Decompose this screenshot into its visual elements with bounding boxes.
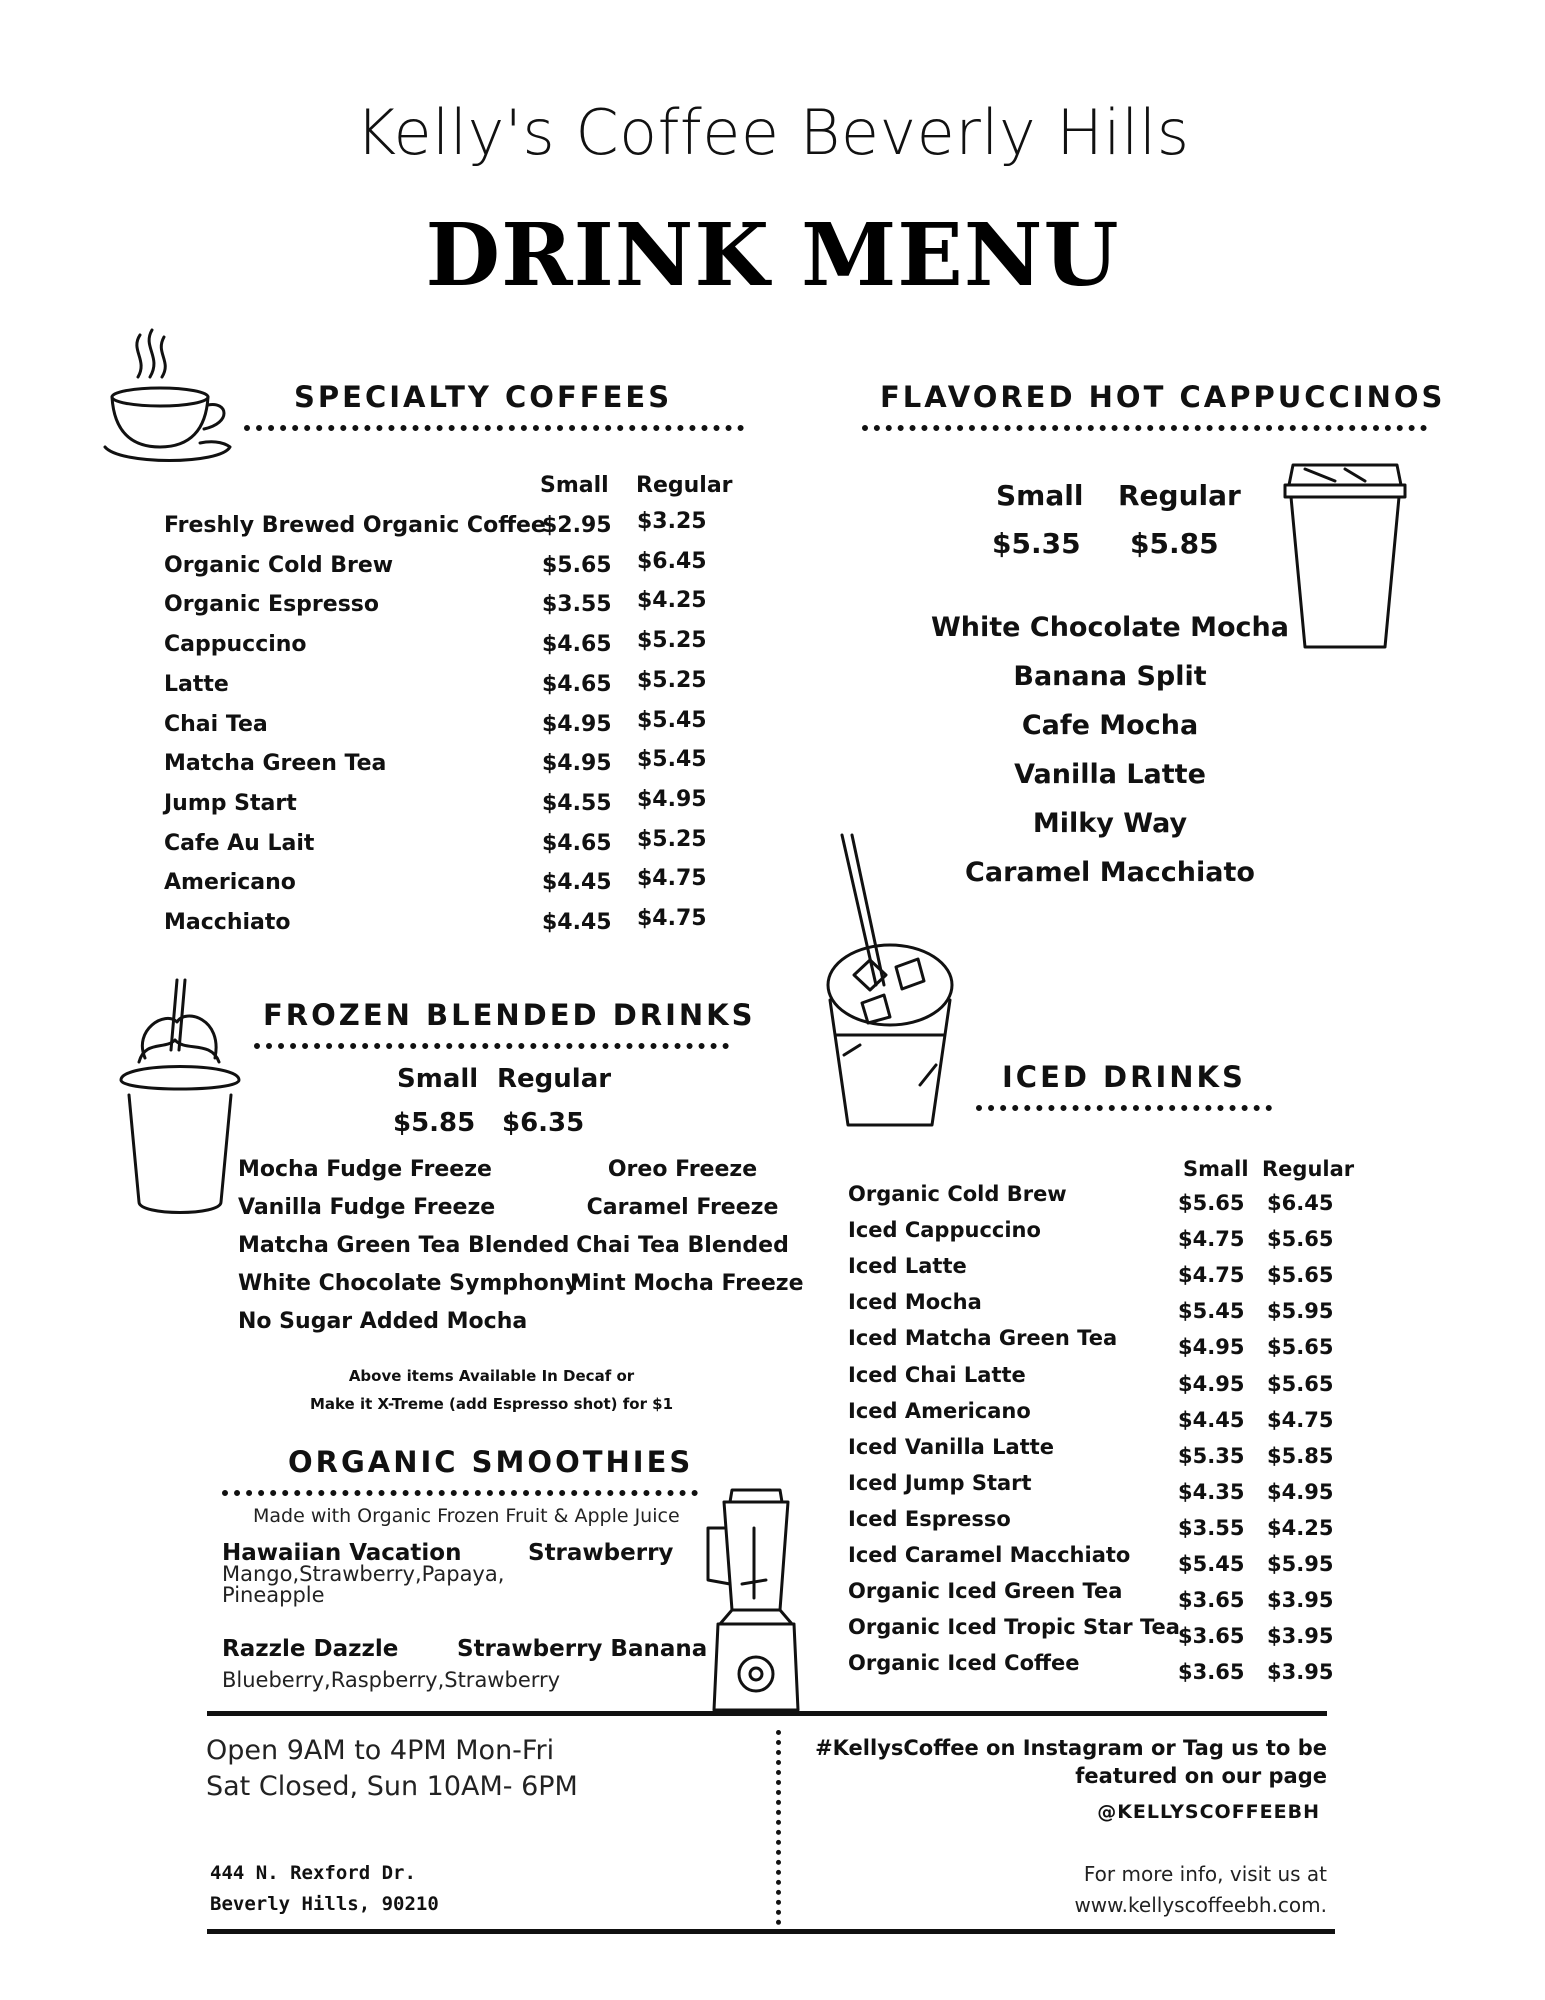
cappuccino-flavor-item: Banana Split bbox=[1013, 661, 1207, 692]
frozen-note-line1: Above items Available In Decaf or bbox=[348, 1367, 635, 1385]
iced-price-regular: $5.65 bbox=[1267, 1263, 1334, 1288]
frozen-item: Vanilla Fudge Freeze bbox=[238, 1195, 496, 1220]
iced-item-name: Organic Iced Coffee bbox=[848, 1651, 1080, 1676]
iced-item-name: Iced Vanilla Latte bbox=[848, 1434, 1055, 1459]
smoothies-divider bbox=[222, 1490, 698, 1496]
iced-item-name: Iced Jump Start bbox=[848, 1470, 1032, 1495]
iced-item-name: Iced Cappuccino bbox=[848, 1218, 1041, 1243]
specialty-price-regular: $6.45 bbox=[637, 548, 707, 574]
frozen-drink-icon bbox=[115, 970, 245, 1220]
cappuccino-flavor-item: Cafe Mocha bbox=[1021, 710, 1199, 741]
specialty-price-small: $4.45 bbox=[542, 870, 612, 896]
iced-price-small: $4.95 bbox=[1178, 1371, 1245, 1396]
frozen-item: Mint Mocha Freeze bbox=[570, 1271, 804, 1296]
social-line-2: featured on our page bbox=[1075, 1764, 1327, 1788]
specialty-price-regular: $4.95 bbox=[637, 786, 707, 812]
frozen-item: White Chocolate Symphony bbox=[238, 1271, 579, 1296]
cappuccinos-divider bbox=[862, 425, 1427, 431]
specialty-item-name: Cafe Au Lait bbox=[164, 830, 315, 856]
frozen-price-regular: $6.35 bbox=[502, 1108, 585, 1138]
frozen-divider bbox=[254, 1043, 729, 1049]
specialty-item-name: Macchiato bbox=[164, 910, 291, 935]
iced-col-regular: Regular bbox=[1262, 1157, 1355, 1181]
specialty-price-regular: $4.75 bbox=[637, 906, 707, 931]
specialty-price-regular: $5.25 bbox=[637, 667, 707, 693]
specialty-price-regular: $5.45 bbox=[637, 747, 707, 773]
specialty-item-name: Chai Tea bbox=[164, 711, 268, 737]
specialty-price-small: $4.65 bbox=[542, 632, 612, 658]
iced-item-name: Iced Caramel Macchiato bbox=[848, 1543, 1131, 1567]
iced-price-regular: $5.95 bbox=[1267, 1552, 1334, 1576]
iced-col-small: Small bbox=[1183, 1157, 1249, 1181]
specialty-price-small: $4.65 bbox=[542, 830, 612, 856]
specialty-price-regular: $4.25 bbox=[637, 588, 707, 614]
specialty-price-regular: $3.25 bbox=[637, 509, 707, 534]
smoothie-strawberry-banana: Strawberry Banana bbox=[457, 1636, 708, 1662]
footer-bottom-rule bbox=[207, 1929, 1335, 1934]
smoothie-razzle-dazzle: Razzle Dazzle bbox=[222, 1636, 399, 1662]
menu-heading: DRINK MENU bbox=[425, 205, 1120, 306]
cappuccino-price-small: $5.35 bbox=[992, 527, 1081, 560]
iced-price-small: $4.75 bbox=[1178, 1263, 1245, 1288]
frozen-item: Chai Tea Blended bbox=[576, 1233, 789, 1258]
smoothie-hawaiian-desc-1: Mango,Strawberry,Papaya, bbox=[222, 1562, 505, 1586]
hours-line-1: Open 9AM to 4PM Mon-Fri bbox=[206, 1735, 555, 1766]
iced-item-name: Iced Americano bbox=[848, 1398, 1031, 1423]
specialty-item-name: Organic Espresso bbox=[164, 592, 379, 618]
iced-price-regular: $3.95 bbox=[1267, 1588, 1334, 1613]
info-line-1: For more info, visit us at bbox=[1083, 1862, 1327, 1886]
website-link[interactable]: www.kellyscoffeebh.com. bbox=[1074, 1893, 1327, 1917]
cappuccino-col-small: Small bbox=[996, 479, 1084, 512]
specialty-item-name: Jump Start bbox=[164, 790, 297, 816]
specialty-price-small: $2.95 bbox=[542, 513, 612, 538]
blender-icon bbox=[702, 1488, 810, 1714]
smoothies-heading: ORGANIC SMOOTHIES bbox=[288, 1445, 694, 1479]
cappuccino-flavor-item: Milky Way bbox=[1032, 808, 1188, 839]
iced-price-regular: $4.95 bbox=[1267, 1479, 1334, 1504]
page-title: Kelly's Coffee Beverly Hills bbox=[355, 96, 1190, 169]
social-line-1: #KellysCoffee on Instagram or Tag us to be bbox=[815, 1736, 1327, 1760]
smoothie-razzle-desc: Blueberry,Raspberry,Strawberry bbox=[222, 1668, 561, 1692]
specialty-price-small: $3.55 bbox=[542, 592, 612, 618]
specialty-item-name: Cappuccino bbox=[164, 632, 307, 658]
iced-price-small: $3.65 bbox=[1178, 1588, 1245, 1613]
frozen-item: Mocha Fudge Freeze bbox=[238, 1157, 492, 1182]
frozen-note-line2: Make it X-Treme (add Espresso shot) for $1 bbox=[309, 1395, 674, 1413]
iced-price-small: $5.45 bbox=[1178, 1299, 1245, 1324]
iced-price-small: $4.45 bbox=[1178, 1407, 1245, 1432]
specialty-item-name: Matcha Green Tea bbox=[164, 751, 387, 777]
iced-price-regular: $5.65 bbox=[1267, 1227, 1334, 1252]
specialty-item-name: Freshly Brewed Organic Coffee bbox=[164, 513, 546, 538]
cappuccino-col-regular: Regular bbox=[1118, 479, 1241, 512]
specialty-price-regular: $4.75 bbox=[637, 866, 707, 892]
cappuccino-flavor-item: Caramel Macchiato bbox=[965, 857, 1255, 888]
specialty-price-small: $4.65 bbox=[542, 671, 612, 697]
frozen-item: Oreo Freeze bbox=[607, 1157, 758, 1182]
iced-price-regular: $5.65 bbox=[1267, 1371, 1334, 1396]
specialty-item-name: Americano bbox=[164, 870, 296, 896]
iced-price-small: $3.55 bbox=[1178, 1515, 1245, 1540]
iced-price-regular: $4.75 bbox=[1267, 1407, 1334, 1432]
smoothies-tagline: Made with Organic Frozen Fruit & Apple Juice bbox=[253, 1505, 680, 1527]
specialty-col-small: Small bbox=[540, 473, 609, 498]
iced-price-regular: $5.85 bbox=[1267, 1443, 1334, 1468]
specialty-col-regular: Regular bbox=[636, 473, 733, 498]
specialty-price-regular: $5.45 bbox=[637, 707, 707, 733]
frozen-price-small: $5.85 bbox=[393, 1108, 476, 1138]
cappuccino-flavor-item: Vanilla Latte bbox=[1014, 759, 1206, 790]
cappuccinos-heading: FLAVORED HOT CAPPUCCINOS bbox=[880, 380, 1446, 414]
cappuccino-price-regular: $5.85 bbox=[1130, 527, 1219, 560]
smoothie-strawberry: Strawberry bbox=[528, 1540, 674, 1566]
specialty-price-regular: $5.25 bbox=[637, 826, 707, 852]
iced-item-name: Organic Iced Tropic Star Tea bbox=[848, 1615, 1180, 1640]
iced-item-name: Iced Chai Latte bbox=[848, 1362, 1026, 1387]
iced-price-small: $3.65 bbox=[1178, 1660, 1245, 1685]
specialty-price-regular: $5.25 bbox=[637, 628, 707, 654]
iced-price-small: $4.35 bbox=[1178, 1479, 1245, 1504]
iced-price-regular: $6.45 bbox=[1267, 1191, 1334, 1215]
iced-item-name: Iced Espresso bbox=[848, 1506, 1011, 1531]
frozen-item: Caramel Freeze bbox=[586, 1195, 779, 1220]
specialty-item-name: Latte bbox=[164, 671, 229, 697]
iced-item-name: Iced Latte bbox=[848, 1254, 967, 1279]
specialty-coffees-heading: SPECIALTY COFFEES bbox=[294, 380, 673, 414]
specialty-item-name: Organic Cold Brew bbox=[164, 552, 394, 578]
specialty-divider bbox=[244, 425, 744, 431]
iced-price-regular: $3.95 bbox=[1267, 1660, 1334, 1685]
iced-item-name: Organic Cold Brew bbox=[848, 1182, 1067, 1206]
specialty-price-small: $4.55 bbox=[542, 790, 612, 816]
iced-price-small: $5.35 bbox=[1178, 1443, 1245, 1468]
hours-line-2: Sat Closed, Sun 10AM- 6PM bbox=[206, 1771, 578, 1802]
hot-coffee-cup-icon bbox=[100, 325, 240, 465]
frozen-col-regular: Regular bbox=[497, 1064, 612, 1094]
iced-item-name: Organic Iced Green Tea bbox=[848, 1579, 1123, 1604]
iced-price-regular: $4.25 bbox=[1267, 1515, 1334, 1540]
footer-top-rule bbox=[207, 1711, 1327, 1716]
smoothie-hawaiian-vacation: Hawaiian Vacation bbox=[222, 1540, 462, 1566]
frozen-item: No Sugar Added Mocha bbox=[238, 1309, 528, 1334]
iced-price-regular: $5.65 bbox=[1267, 1335, 1334, 1360]
smoothie-hawaiian-desc-2: Pineapple bbox=[222, 1583, 325, 1607]
takeaway-cup-icon bbox=[1275, 455, 1415, 655]
address-line-1: 444 N. Rexford Dr. bbox=[210, 1862, 416, 1884]
iced-price-small: $5.45 bbox=[1178, 1552, 1245, 1576]
frozen-item: Matcha Green Tea Blended bbox=[238, 1233, 570, 1258]
iced-divider bbox=[976, 1105, 1272, 1111]
iced-price-small: $4.95 bbox=[1178, 1335, 1245, 1360]
iced-price-regular: $3.95 bbox=[1267, 1624, 1334, 1649]
instagram-handle[interactable]: @KELLYSCOFFEEBH bbox=[1097, 1801, 1320, 1823]
specialty-price-small: $4.45 bbox=[542, 910, 612, 935]
iced-item-name: Iced Mocha bbox=[848, 1290, 982, 1315]
cappuccino-flavor-item: White Chocolate Mocha bbox=[931, 612, 1289, 643]
specialty-price-small: $5.65 bbox=[542, 552, 612, 578]
specialty-price-small: $4.95 bbox=[542, 751, 612, 777]
iced-item-name: Iced Matcha Green Tea bbox=[848, 1326, 1118, 1351]
iced-price-regular: $5.95 bbox=[1267, 1299, 1334, 1324]
specialty-price-small: $4.95 bbox=[542, 711, 612, 737]
frozen-drinks-heading: FROZEN BLENDED DRINKS bbox=[263, 998, 756, 1032]
footer-vertical-divider bbox=[776, 1730, 781, 1925]
iced-price-small: $4.75 bbox=[1178, 1227, 1245, 1252]
iced-drinks-heading: ICED DRINKS bbox=[1002, 1060, 1246, 1094]
address-line-2: Beverly Hills, 90210 bbox=[210, 1893, 439, 1915]
iced-price-small: $3.65 bbox=[1178, 1624, 1245, 1649]
frozen-col-small: Small bbox=[397, 1064, 479, 1094]
iced-price-small: $5.65 bbox=[1178, 1191, 1245, 1215]
iced-drink-icon bbox=[820, 835, 960, 1135]
